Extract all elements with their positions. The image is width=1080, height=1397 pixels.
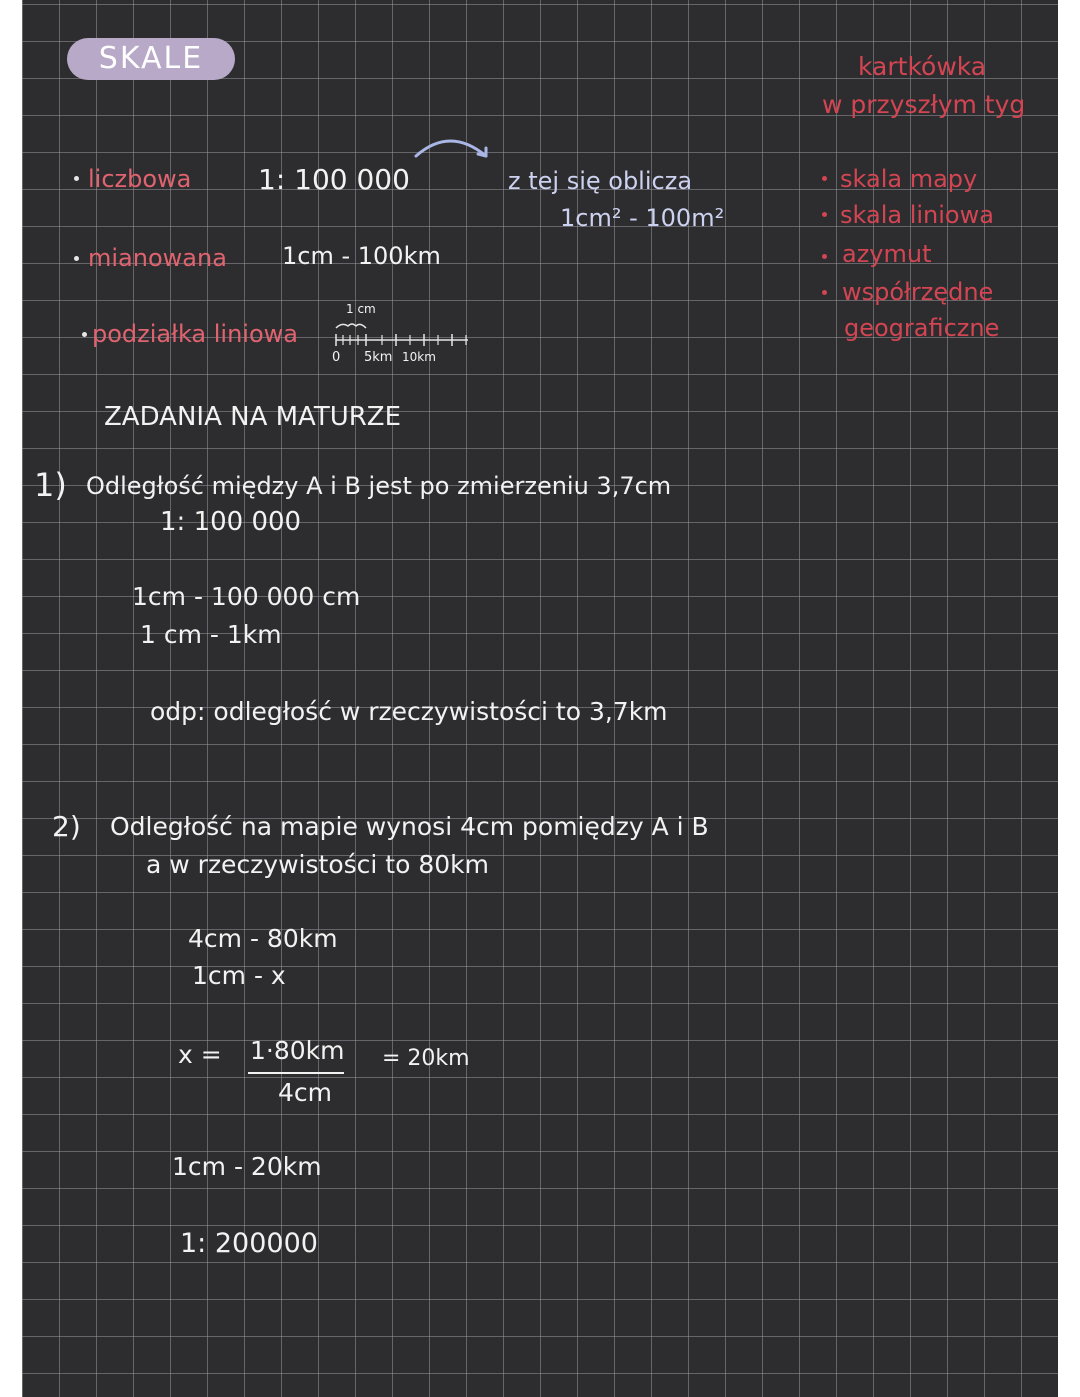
task2-number: 2) (52, 810, 81, 843)
task2-scale: 1: 200000 (180, 1228, 318, 1259)
task2-text-2: a w rzeczywistości to 80km (146, 850, 489, 879)
task1-text: Odległość między A i B jest po zmierzeniu 3,7cm (86, 472, 672, 500)
scale-bar-icon (332, 320, 472, 350)
bullet (74, 176, 79, 181)
task2-calc-1: 4cm - 80km (188, 924, 338, 953)
scale-tick-5: 5km (364, 350, 393, 365)
liczbowa-label: liczbowa (88, 165, 192, 193)
note-bullet (822, 290, 827, 295)
task1-number: 1) (34, 466, 67, 504)
page-title: SKALE (98, 41, 204, 76)
podzialka-label: podziałka liniowa (92, 320, 298, 348)
note-item-3: azymut (842, 240, 932, 268)
note-bullet (822, 254, 827, 259)
task1-calc-2: 1 cm - 1km (140, 620, 282, 649)
mianowana-label: mianowana (88, 244, 227, 272)
tasks-heading: ZADANIA NA MATURZE (104, 402, 402, 432)
liczbowa-value: 1: 100 000 (258, 163, 410, 196)
fraction-line (248, 1072, 344, 1074)
task2-x-label: x = (178, 1040, 222, 1069)
notebook-page (22, 0, 1058, 1397)
bullet (82, 332, 87, 337)
note-line-2: w przyszłym tyg (822, 90, 1026, 119)
task1-answer: odp: odległość w rzeczywistości to 3,7km (150, 697, 668, 726)
task1-scale: 1: 100 000 (160, 507, 302, 537)
bullet (74, 256, 79, 261)
task2-result: = 20km (382, 1046, 470, 1071)
scale-tick-0: 0 (332, 350, 341, 365)
title-badge (67, 38, 235, 80)
note-item-5: geograficzne (844, 314, 1000, 342)
note-item-2: skala liniowa (840, 201, 994, 229)
curved-arrow-icon (412, 130, 492, 166)
note-bullet (822, 212, 827, 217)
note-bullet (822, 176, 827, 181)
note-line-1: kartkówka (858, 52, 987, 81)
note-item-1: skala mapy (840, 165, 978, 193)
note-item-4: współrzędne (842, 278, 994, 306)
podzialka-unit-label: 1 cm (346, 302, 376, 316)
scale-tick-10: 10km (402, 350, 436, 364)
task2-denominator: 4cm (278, 1078, 333, 1107)
arrow-note-line-1: z tej się oblicza (508, 167, 693, 195)
arrow-note-line-2: 1cm² - 100m² (560, 204, 725, 232)
mianowana-value: 1cm - 100km (282, 242, 441, 270)
task2-calc-3: 1cm - 20km (172, 1152, 322, 1181)
task2-calc-2: 1cm - x (192, 961, 286, 990)
task1-calc-1: 1cm - 100 000 cm (132, 582, 361, 611)
task2-numerator: 1·80km (250, 1036, 345, 1065)
task2-text-1: Odległość na mapie wynosi 4cm pomiędzy A i B (110, 812, 709, 841)
